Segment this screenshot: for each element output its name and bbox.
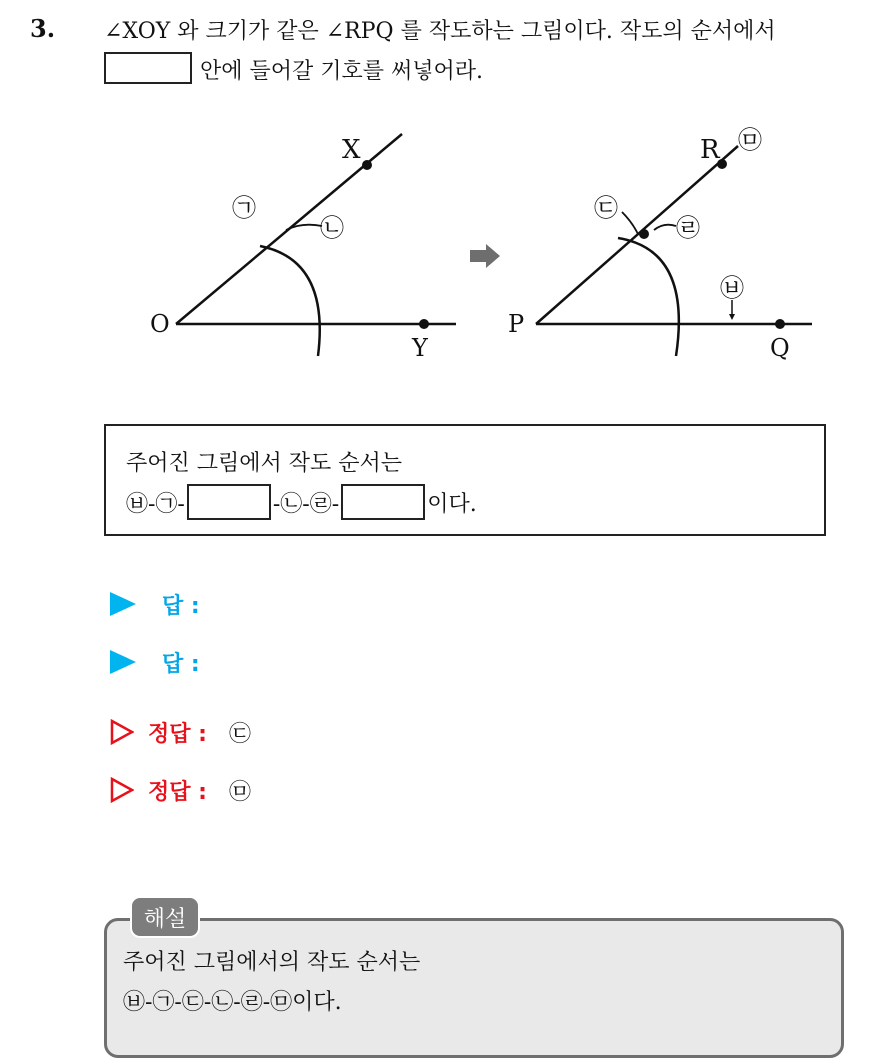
outline-play-icon <box>110 777 134 803</box>
mark-2-label: ㉡ <box>320 214 344 242</box>
mark-3-label: ㉢ <box>594 194 618 222</box>
correct-row-1 <box>110 712 251 752</box>
solution-tab: 해설 <box>130 896 200 938</box>
intersection-dot <box>639 229 649 239</box>
given-blank-1 <box>187 484 271 520</box>
arrow-icon <box>470 244 500 268</box>
given-seq-a: ㉥-㉠- <box>126 491 185 517</box>
given-blank-2 <box>341 484 425 520</box>
label-p: P <box>508 310 525 338</box>
solution-line1: 주어진 그림에서의 작도 순서는 <box>123 950 421 975</box>
solution-box <box>104 918 844 1058</box>
correct-label: 정답 : <box>148 779 207 805</box>
question-text-line2 <box>104 52 483 85</box>
answer-label: 답 : <box>162 651 200 677</box>
given-line1: 주어진 그림에서 작도 순서는 <box>126 451 403 476</box>
question-text-line2-label: 안에 들어갈 기호를 써넣어라. <box>200 59 483 84</box>
answer-blank-box <box>104 52 192 84</box>
play-icon <box>110 650 136 674</box>
given-seq-b: -㉡-㉣- <box>272 491 340 517</box>
point-q-dot <box>775 319 785 329</box>
outline-play-icon <box>110 719 134 745</box>
given-line2 <box>126 484 477 520</box>
label-r: R <box>700 135 720 165</box>
label-o: O <box>150 310 170 338</box>
label-x: X <box>342 135 361 165</box>
mark-5-label: ㉤ <box>738 126 762 154</box>
label-q: Q <box>770 334 790 362</box>
correct-row-2 <box>110 770 251 810</box>
given-seq-end: 이다. <box>427 491 477 517</box>
angle-rpq-figure <box>508 126 812 362</box>
mark-1-label: ㉠ <box>232 194 256 222</box>
construction-figure <box>0 110 884 370</box>
answer-label: 답 : <box>162 593 200 619</box>
correct-label: 정답 : <box>148 721 207 747</box>
given-box <box>104 424 826 536</box>
question-number: 3. <box>30 14 56 43</box>
solution-line2: ㉥-㉠-㉢-㉡-㉣-㉤이다. <box>123 990 342 1015</box>
question-text-line1: ∠XOY 와 크기가 같은 ∠RPQ 를 작도하는 그림이다. 작도의 순서에서 <box>104 19 776 44</box>
point-x-dot <box>362 160 372 170</box>
mark-4-label: ㉣ <box>676 214 700 242</box>
label-y: Y <box>412 334 428 362</box>
mark-6-label: ㉥ <box>720 274 744 302</box>
point-y-dot <box>419 319 429 329</box>
correct-value: ㉢ <box>228 721 251 747</box>
angle-xoy-figure <box>150 134 456 362</box>
answer-row-2 <box>110 642 222 682</box>
correct-value: ㉤ <box>228 779 251 805</box>
answer-row-1 <box>110 584 222 624</box>
play-icon <box>110 592 136 616</box>
